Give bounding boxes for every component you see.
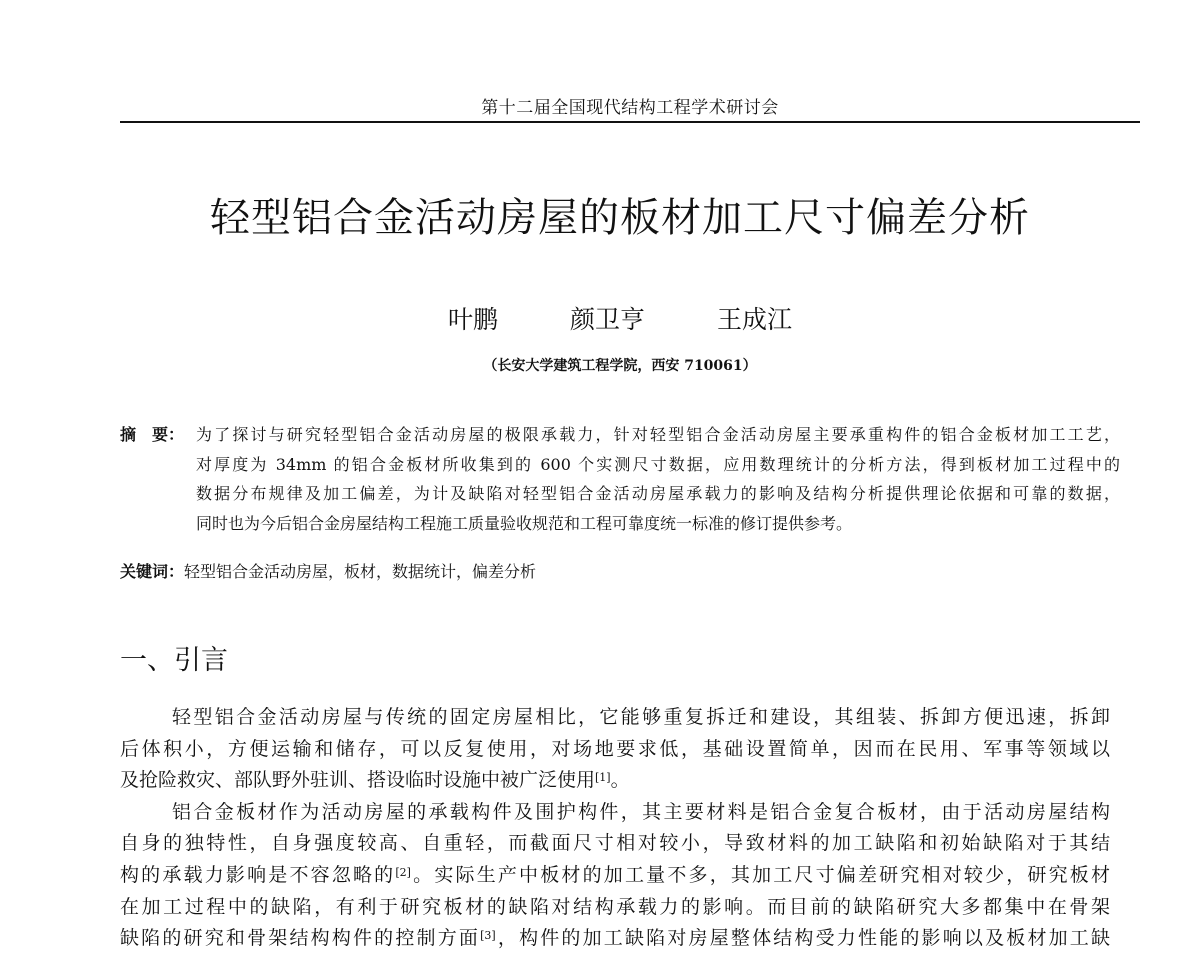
keywords <box>120 559 536 582</box>
body-line: 在加工过程中的缺陷，有利于研究板材的缺陷对结构承载力的影响。而目前的缺陷研究大多都集中在骨架 <box>120 895 1110 918</box>
citation: [1] <box>595 771 611 785</box>
body-line-text: 。 <box>610 769 630 792</box>
abstract-line: 为了探讨与研究轻型铝合金活动房屋的极限承载力，针对轻型铝合金活动房屋主要承重构件的铝合金板材加工工艺， <box>196 425 1120 444</box>
author: 颜卫亨 <box>569 305 645 334</box>
abstract-line: 对厚度为 34mm 的铝合金板材所收集到的 600 个实测尺寸数据，应用数理统计的分析方法，得到板材加工过程中的 <box>196 454 1120 474</box>
body-line <box>120 860 1110 892</box>
body-line-text: 缺陷的研究和骨架结构构件的控制方面 <box>120 927 481 950</box>
keywords-text: 轻型铝合金活动房屋，板材，数据统计，偏差分析 <box>184 562 537 581</box>
citation: [3] <box>480 929 496 943</box>
header-rule <box>120 121 1140 123</box>
body-line <box>120 923 1110 955</box>
abstract-line: 数据分布规律及加工偏差，为计及缺陷对轻型铝合金活动房屋承载力的影响及结构分析提供理论依据和可靠的数据， <box>196 484 1120 503</box>
body-text <box>120 702 1110 955</box>
body-line: 轻型铝合金活动房屋与传统的固定房屋相比，它能够重复拆迁和建设，其组装、拆卸方便迅速，拆卸 <box>172 706 1110 728</box>
abstract-label: 摘 要： <box>120 425 185 444</box>
author: 王成江 <box>716 305 792 334</box>
keywords-label: 关键词： <box>120 562 185 581</box>
running-header: 第十二届全国现代结构工程学术研讨会 <box>481 98 779 118</box>
author: 叶鹏 <box>448 305 499 334</box>
author-list <box>120 300 1120 336</box>
body-line-text: 。实际生产中板材的加工量不多，其加工尺寸偏差研究相对较少，研究板材 <box>410 863 1110 886</box>
section-heading: 一、引言 <box>120 645 228 676</box>
body-line: 自身的独特性，自身强度较高、自重轻，而截面尺寸相对较小，导致材料的加工缺陷和初始缺陷对于其结 <box>120 832 1110 855</box>
affiliation: （长安大学建筑工程学院，西安 710061） <box>483 358 757 374</box>
abstract-line: 同时也为今后铝合金房屋结构工程施工质量验收规范和工程可靠度统一标准的修订提供参考。 <box>196 513 853 533</box>
body-line <box>120 765 1110 797</box>
body-line-text: ，构件的加工缺陷对房屋整体结构受力性能的影响以及板材加工缺 <box>495 927 1110 950</box>
body-line-text: 构的承载力影响是不容忽略的 <box>120 863 396 886</box>
body-line-text: 及抢险救灾、部队野外驻训、搭设临时设施中被广泛使用 <box>120 769 596 792</box>
body-line: 后体积小，方便运输和储存，可以反复使用，对场地要求低，基础设置简单，因而在民用、军事等领域以 <box>120 737 1110 760</box>
citation: [2] <box>395 865 411 879</box>
body-line: 铝合金板材作为活动房屋的承载构件及围护构件，其主要材料是铝合金复合板材，由于活动房屋结构 <box>172 800 1110 823</box>
paper-title: 轻型铝合金活动房屋的板材加工尺寸偏差分析 <box>210 195 1030 241</box>
abstract-body <box>196 420 1120 538</box>
